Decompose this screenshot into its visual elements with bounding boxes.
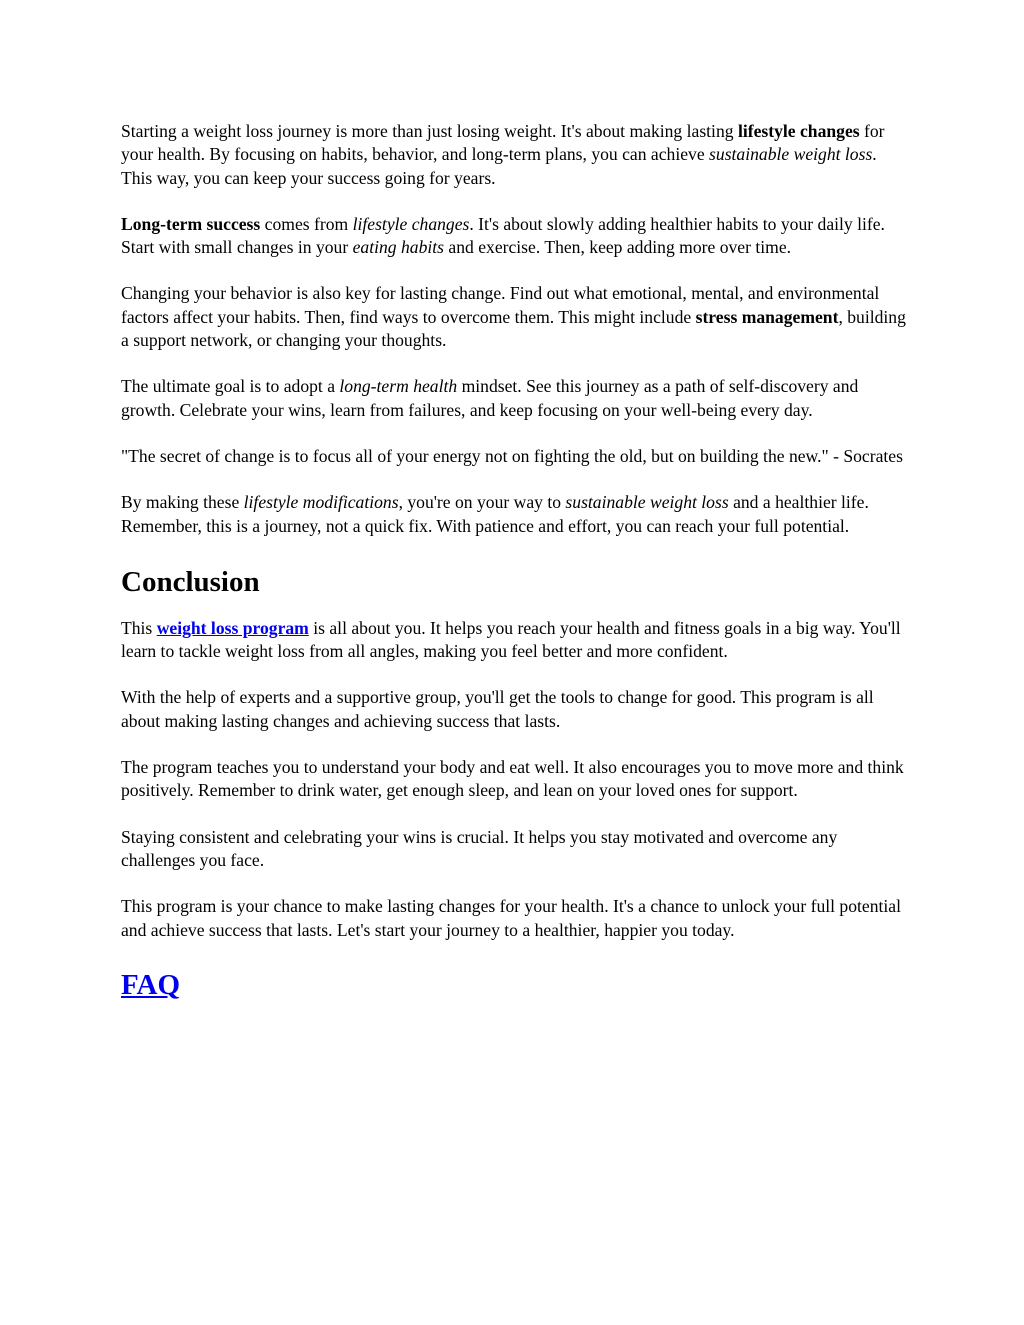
italic-term: lifestyle changes <box>352 213 470 234</box>
text: and exercise. Then, keep adding more over time. <box>444 237 792 258</box>
italic-term: long-term health <box>339 376 458 397</box>
paragraph-modifications <box>121 491 911 538</box>
text: , you're on your way to <box>398 492 566 513</box>
text: This <box>121 617 157 638</box>
faq-heading <box>121 968 911 1002</box>
text: The ultimate goal is to adopt a <box>121 376 340 397</box>
text: Changing your behavior is also key for lasting change. Find out what emotional, mental, and environmental factors affect your habits. Then, find ways to overcome them. This might include <box>121 283 880 327</box>
text: . It's about slowly adding healthier habits to your daily life. Start with small changes in your <box>121 213 885 258</box>
paragraph-conclusion-2: With the help of experts and a supportive group, you'll get the tools to change for good. This program is all about making lasting changes and achieving success that lasts. <box>121 687 874 731</box>
bold-term: stress management <box>695 306 839 327</box>
paragraph-behavior <box>121 282 911 352</box>
text: and a healthier life. Remember, this is a journey, not a quick fix. With patience and effort, you can reach your full potential. <box>121 492 869 536</box>
text: , building a support network, or changing your thoughts. <box>121 306 906 351</box>
bold-term: Long-term success <box>121 213 261 234</box>
paragraph-conclusion-5: This program is your chance to make lasting changes for your health. It's a chance to unlock your full potential and achieve success that lasts. Let's start your journey to a healthier, happier you today. <box>121 896 901 940</box>
link-label: weight loss program <box>156 617 309 638</box>
text: comes from <box>260 213 353 234</box>
socrates-quote: "The secret of change is to focus all of your energy not on fighting the old, but on building the new." - Socrates <box>121 445 903 466</box>
italic-term: lifestyle modifications <box>243 492 399 513</box>
paragraph-conclusion-1 <box>121 617 911 664</box>
text: is all about you. It helps you reach your health and fitness goals in a big way. You'll learn to tackle weight loss from all angles, making you feel better and more confident. <box>121 617 901 662</box>
italic-term: eating habits <box>352 237 445 258</box>
text: . This way, you can keep your success going for years. <box>121 144 877 188</box>
text: for your health. By focusing on habits, behavior, and long-term plans, you can achieve <box>121 121 885 165</box>
bold-term: lifestyle changes <box>737 121 860 141</box>
document-body <box>121 120 911 1002</box>
paragraph-conclusion-4: Staying consistent and celebrating your wins is crucial. It helps you stay motivated and overcome any challenges you face. <box>121 826 838 870</box>
italic-term: sustainable weight loss <box>709 144 873 165</box>
weight-loss-program-link[interactable] <box>157 618 309 638</box>
paragraph-ultimate-goal <box>121 375 911 422</box>
faq-link[interactable]: FAQ <box>121 968 181 1001</box>
text: Starting a weight loss journey is more than just losing weight. It's about making lasting <box>121 121 738 141</box>
conclusion-heading: Conclusion <box>121 565 260 598</box>
text: mindset. See this journey as a path of self-discovery and growth. Celebrate your wins, learn from failures, and keep focusing on your well-being every day. <box>121 376 859 420</box>
paragraph-intro <box>121 120 911 190</box>
italic-term: sustainable weight loss <box>565 492 729 513</box>
text: By making these <box>121 492 244 513</box>
paragraph-conclusion-3: The program teaches you to understand your body and eat well. It also encourages you to move more and think positively. Remember to drink water, get enough sleep, and lean on your loved ones for support. <box>121 757 904 801</box>
paragraph-long-term-success <box>121 213 911 260</box>
